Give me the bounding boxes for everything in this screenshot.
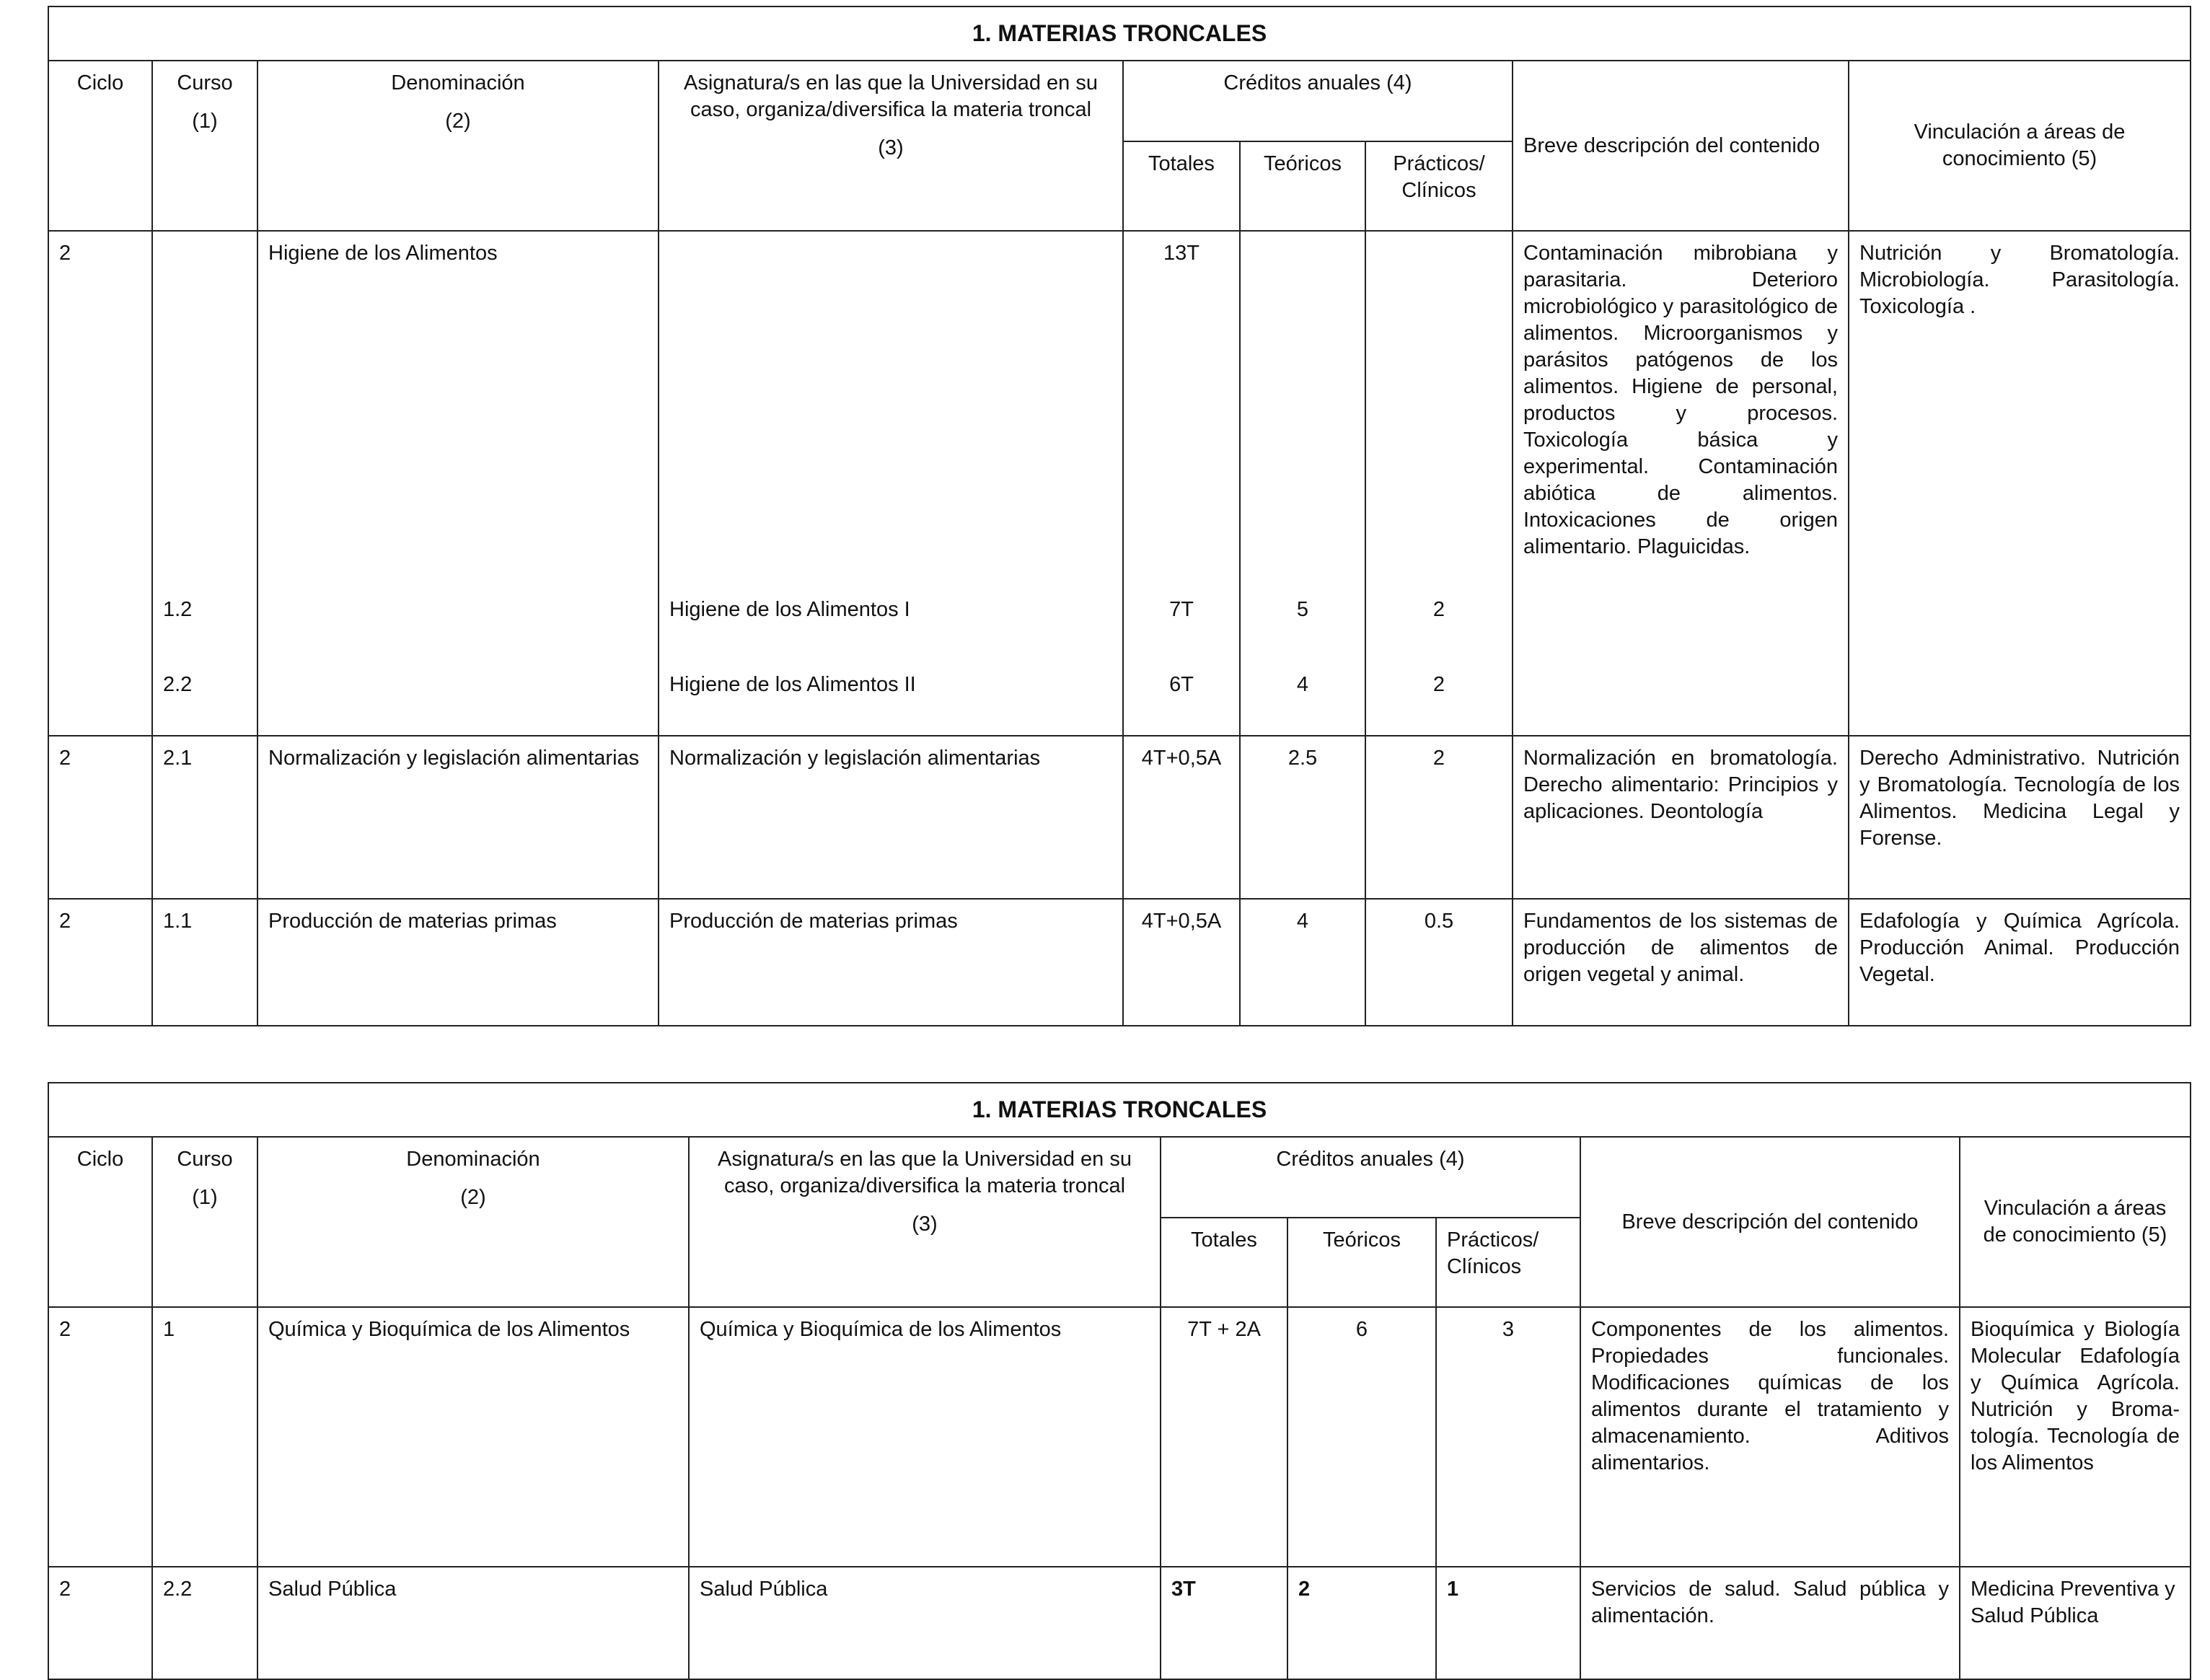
cell-vinculacion: Edafología y Química Agrícola. Producción Animal. Producción Vegetal. bbox=[1849, 899, 2191, 1026]
cell-teoricos: 4 bbox=[1240, 663, 1365, 736]
cell-curso bbox=[152, 231, 257, 588]
header-asignatura-note: (3) bbox=[912, 1213, 938, 1236]
header-practicos: Prácticos/ Clínicos bbox=[1365, 141, 1513, 231]
cell-practicos: 2 bbox=[1365, 663, 1513, 736]
cell-totales: 13T bbox=[1123, 231, 1240, 588]
header-totales: Totales bbox=[1161, 1218, 1287, 1307]
cell-ciclo: 2 bbox=[48, 736, 152, 899]
cell-denominacion: Higiene de los Alimentos bbox=[257, 231, 659, 588]
header-totales: Totales bbox=[1123, 141, 1240, 231]
table-row bbox=[48, 1307, 2191, 1567]
header-curso bbox=[152, 61, 257, 231]
cell-curso: 1.1 bbox=[152, 899, 257, 1026]
cell-curso: 2.1 bbox=[152, 736, 257, 899]
cell-asignatura bbox=[659, 231, 1123, 588]
cell-descripcion: Contaminación mibrobiana y parasitaria. Deterioro microbiológico y parasitológico de alimentos. Microorganismos y parásitos patógenos de los alimentos. Higiene de personal, productos y procesos. Toxicología básica y experimental. Contaminación abiótica de alimentos. Intoxicaciones de origen alimentario. Plaguicidas. bbox=[1513, 231, 1849, 736]
cell-practicos: 1 bbox=[1436, 1567, 1580, 1679]
cell-asignatura: Salud Pública bbox=[689, 1567, 1161, 1679]
cell-denominacion: Salud Pública bbox=[257, 1567, 689, 1679]
cell-denominacion: Producción de materias primas bbox=[257, 899, 659, 1026]
header-vinculacion: Vinculación a áreas de conocimiento (5) bbox=[1849, 61, 2191, 231]
materias-troncales-table-2 bbox=[48, 1082, 2191, 1680]
cell-ciclo: 2 bbox=[48, 231, 152, 588]
cell-asignatura: Química y Bioquímica de los Alimentos bbox=[689, 1307, 1161, 1567]
cell-teoricos: 5 bbox=[1240, 588, 1365, 663]
cell-vinculacion: Derecho Administrativo. Nutrición y Bromatología. Tecnología de los Alimentos. Medicina Legal y Forense. bbox=[1849, 736, 2191, 899]
cell-curso: 2.2 bbox=[152, 663, 257, 736]
header-row bbox=[48, 61, 2191, 141]
cell-ciclo-empty bbox=[48, 588, 152, 663]
cell-totales: 7T + 2A bbox=[1161, 1307, 1287, 1567]
header-asignatura-label: Asignatura/s en las que la Universidad en su caso, organiza/diversifica la materia troncal bbox=[718, 1148, 1132, 1197]
header-row bbox=[48, 1137, 2191, 1218]
cell-teoricos: 6 bbox=[1287, 1307, 1436, 1567]
header-denominacion bbox=[257, 61, 659, 231]
cell-descripcion: Fundamentos de los sistemas de producción de alimentos de origen vegetal y animal. bbox=[1513, 899, 1849, 1026]
cell-ciclo: 2 bbox=[48, 1567, 152, 1679]
cell-ciclo: 2 bbox=[48, 1307, 152, 1567]
cell-practicos: 2 bbox=[1365, 736, 1513, 899]
cell-curso: 2.2 bbox=[152, 1567, 257, 1679]
cell-curso: 1.2 bbox=[152, 588, 257, 663]
header-curso-label: Curso bbox=[177, 71, 233, 94]
cell-totales: 3T bbox=[1161, 1567, 1287, 1679]
cell-vinculacion: Bioquímica y Biología Molecular Edafología y Química Agrícola. Nutrición y Broma-tología. Tecnología de los Alimentos bbox=[1960, 1307, 2191, 1567]
cell-vinculacion: Medicina Preventiva y Salud Pública bbox=[1960, 1567, 2191, 1679]
header-curso bbox=[152, 1137, 257, 1307]
cell-practicos: 0.5 bbox=[1365, 899, 1513, 1026]
header-denominacion-label: Denominación bbox=[391, 71, 525, 94]
header-asignatura-note: (3) bbox=[878, 136, 904, 159]
header-asignatura bbox=[689, 1137, 1161, 1307]
cell-asignatura: Higiene de los Alimentos I bbox=[659, 588, 1123, 663]
header-curso-note: (1) bbox=[192, 110, 218, 133]
cell-totales: 7T bbox=[1123, 588, 1240, 663]
table-title: 1. MATERIAS TRONCALES bbox=[48, 1083, 2191, 1137]
cell-descripcion: Servicios de salud. Salud pública y alimentación. bbox=[1580, 1567, 1960, 1679]
header-descripcion: Breve descripción del contenido bbox=[1580, 1137, 1960, 1307]
header-asignatura bbox=[659, 61, 1123, 231]
header-denominacion bbox=[257, 1137, 689, 1307]
header-denominacion-note: (2) bbox=[445, 110, 471, 133]
cell-teoricos: 4 bbox=[1240, 899, 1365, 1026]
cell-denominacion: Normalización y legislación alimentarias bbox=[257, 736, 659, 899]
cell-denominacion: Química y Bioquímica de los Alimentos bbox=[257, 1307, 689, 1567]
cell-totales: 4T+0,5A bbox=[1123, 899, 1240, 1026]
header-creditos: Créditos anuales (4) bbox=[1161, 1137, 1580, 1218]
header-teoricos: Teóricos bbox=[1287, 1218, 1436, 1307]
cell-curso: 1 bbox=[152, 1307, 257, 1567]
cell-teoricos bbox=[1240, 231, 1365, 588]
header-practicos: Prácticos/ Clínicos bbox=[1436, 1218, 1580, 1307]
cell-denominacion-empty bbox=[257, 663, 659, 736]
cell-teoricos: 2.5 bbox=[1240, 736, 1365, 899]
table-title: 1. MATERIAS TRONCALES bbox=[48, 6, 2191, 61]
header-denominacion-label: Denominación bbox=[406, 1148, 540, 1171]
header-ciclo: Ciclo bbox=[48, 61, 152, 231]
header-teoricos: Teóricos bbox=[1240, 141, 1365, 231]
header-asignatura-label: Asignatura/s en las que la Universidad en su caso, organiza/diversifica la materia troncal bbox=[684, 71, 1098, 121]
header-denominacion-note: (2) bbox=[460, 1186, 486, 1209]
cell-ciclo: 2 bbox=[48, 899, 152, 1026]
cell-totales: 6T bbox=[1123, 663, 1240, 736]
cell-totales: 4T+0,5A bbox=[1123, 736, 1240, 899]
cell-practicos: 3 bbox=[1436, 1307, 1580, 1567]
cell-asignatura: Normalización y legislación alimentarias bbox=[659, 736, 1123, 899]
header-creditos: Créditos anuales (4) bbox=[1123, 61, 1513, 141]
table-row bbox=[48, 736, 2191, 899]
cell-descripcion: Componentes de los alimentos. Propiedades funcionales. Modificaciones químicas de los alimentos durante el tratamiento y almacenamiento. Aditivos alimentarios. bbox=[1580, 1307, 1960, 1567]
table-row bbox=[48, 1567, 2191, 1679]
cell-denominacion-empty bbox=[257, 588, 659, 663]
header-curso-label: Curso bbox=[177, 1148, 233, 1171]
cell-practicos: 2 bbox=[1365, 588, 1513, 663]
cell-asignatura: Higiene de los Alimentos II bbox=[659, 663, 1123, 736]
table-row bbox=[48, 231, 2191, 588]
header-descripcion: Breve descripción del contenido bbox=[1513, 61, 1849, 231]
cell-practicos bbox=[1365, 231, 1513, 588]
cell-vinculacion: Nutrición y Bromatología. Microbiología. Parasitología. Toxicología . bbox=[1849, 231, 2191, 736]
cell-teoricos: 2 bbox=[1287, 1567, 1436, 1679]
cell-ciclo-empty bbox=[48, 663, 152, 736]
header-curso-note: (1) bbox=[192, 1186, 218, 1209]
cell-descripcion: Normalización en bromatología. Derecho alimentario: Principios y aplicaciones. Deontología bbox=[1513, 736, 1849, 899]
cell-asignatura: Producción de materias primas bbox=[659, 899, 1123, 1026]
header-ciclo: Ciclo bbox=[48, 1137, 152, 1307]
table-row bbox=[48, 899, 2191, 1026]
materias-troncales-table-1 bbox=[48, 6, 2191, 1026]
header-vinculacion: Vinculación a áreas de conocimiento (5) bbox=[1960, 1137, 2191, 1307]
